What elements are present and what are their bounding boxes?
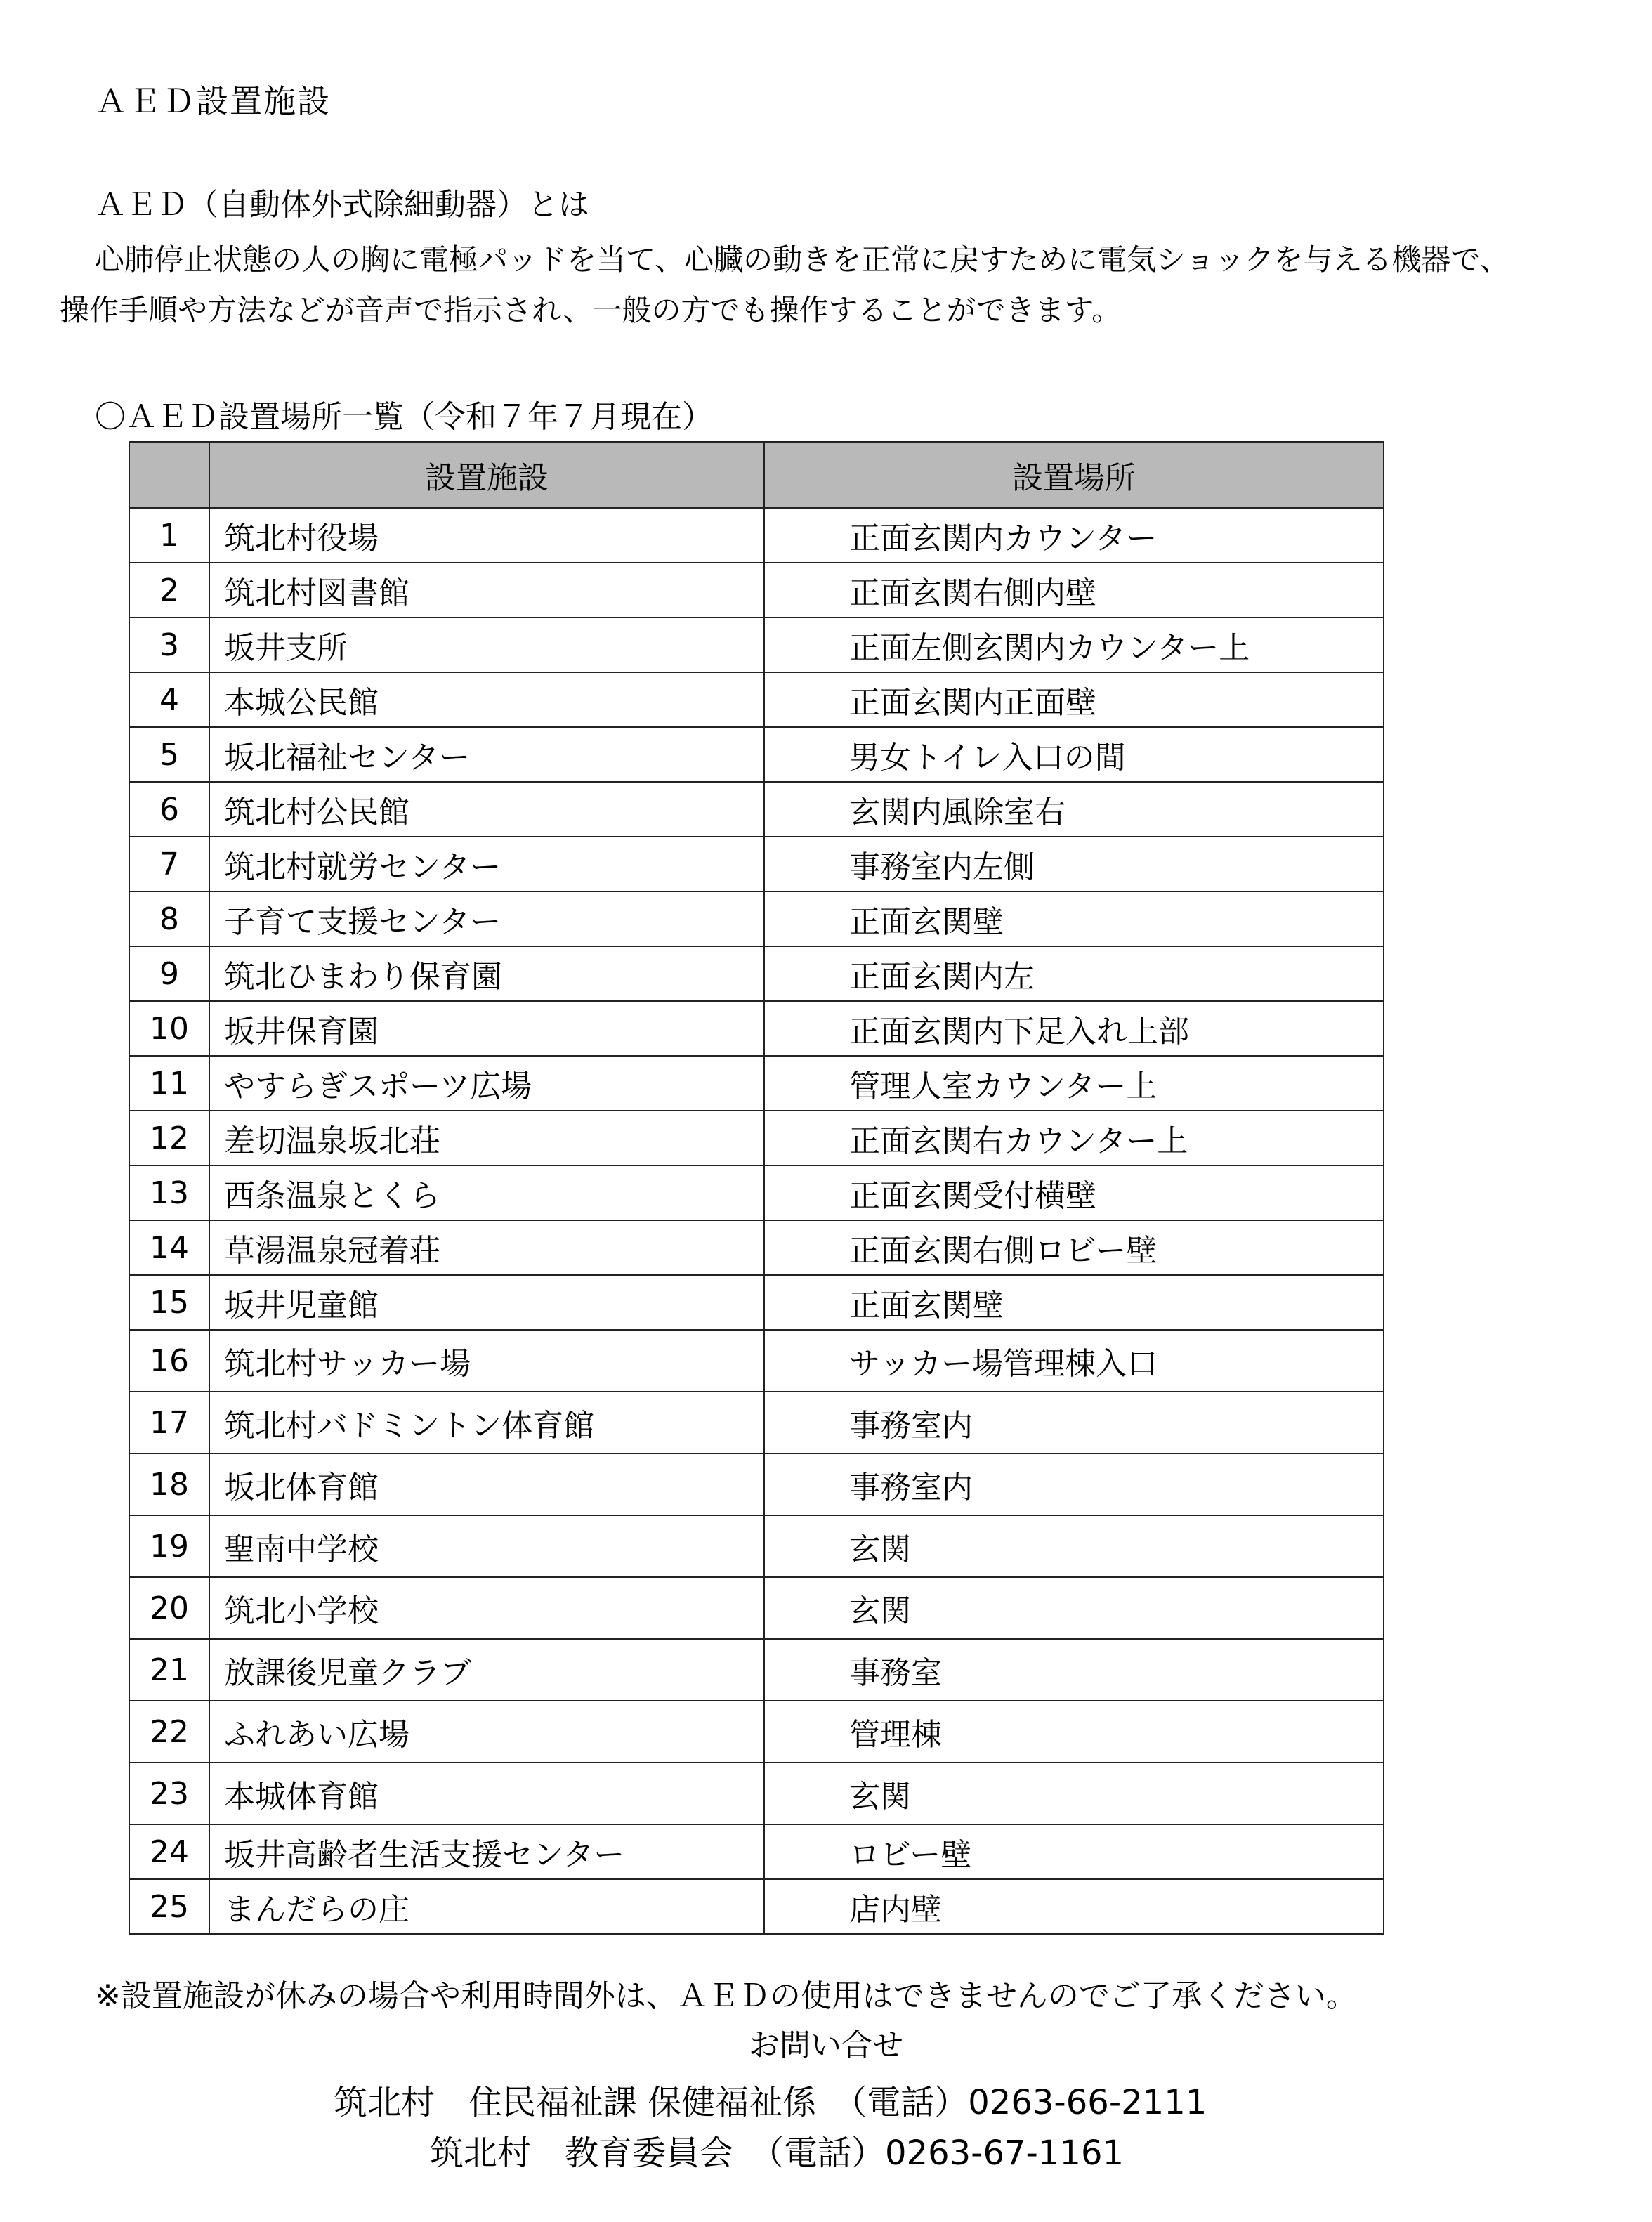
row-number: 16 bbox=[129, 1330, 209, 1392]
row-location: 玄関 bbox=[764, 1763, 1384, 1824]
table-row bbox=[129, 1763, 1384, 1824]
row-number: 7 bbox=[129, 837, 209, 891]
row-number: 5 bbox=[129, 727, 209, 782]
row-number: 1 bbox=[129, 508, 209, 563]
row-facility: 放課後児童クラブ bbox=[209, 1639, 764, 1701]
row-facility: 筑北村就労センター bbox=[209, 837, 764, 891]
row-location: 玄関 bbox=[764, 1577, 1384, 1639]
row-facility: 筑北ひまわり保育園 bbox=[209, 946, 764, 1001]
row-number: 2 bbox=[129, 563, 209, 617]
row-location: 正面玄関内左 bbox=[764, 946, 1384, 1001]
row-number: 13 bbox=[129, 1165, 209, 1220]
row-number: 4 bbox=[129, 672, 209, 727]
contact-line-1: 筑北村 住民福祉課 保健福祉係 （電話）0263-66-2111 bbox=[334, 2083, 1207, 2122]
row-location: 正面玄関内カウンター bbox=[764, 508, 1384, 563]
row-facility: 筑北村サッカー場 bbox=[209, 1330, 764, 1392]
row-location: 玄関内風除室右 bbox=[764, 782, 1384, 837]
table-row bbox=[129, 837, 1384, 891]
row-facility: 坂井保育園 bbox=[209, 1001, 764, 1056]
row-number: 12 bbox=[129, 1111, 209, 1165]
row-number: 15 bbox=[129, 1275, 209, 1330]
table-row bbox=[129, 1275, 1384, 1330]
usage-note: ※設置施設が休みの場合や利用時間外は、ＡＥＤの使用はできませんのでご了承ください。 bbox=[95, 1978, 1357, 2014]
row-location: ロビー壁 bbox=[764, 1824, 1384, 1879]
table-header-row bbox=[129, 442, 1384, 508]
table-row bbox=[129, 672, 1384, 727]
row-location: 正面玄関右カウンター上 bbox=[764, 1111, 1384, 1165]
table-row bbox=[129, 1515, 1384, 1577]
table-row bbox=[129, 1577, 1384, 1639]
table-row bbox=[129, 1330, 1384, 1392]
table-row bbox=[129, 946, 1384, 1001]
row-location: サッカー場管理棟入口 bbox=[764, 1330, 1384, 1392]
row-location: 正面玄関内下足入れ上部 bbox=[764, 1001, 1384, 1056]
row-location: 事務室内 bbox=[764, 1392, 1384, 1453]
row-facility: 草湯温泉冠着荘 bbox=[209, 1220, 764, 1275]
row-location: 事務室 bbox=[764, 1639, 1384, 1701]
row-location: 正面玄関右側ロビー壁 bbox=[764, 1220, 1384, 1275]
table-row bbox=[129, 563, 1384, 617]
row-location: 正面玄関内正面壁 bbox=[764, 672, 1384, 727]
row-location: 正面左側玄関内カウンター上 bbox=[764, 617, 1384, 672]
row-facility: 筑北村図書館 bbox=[209, 563, 764, 617]
table-row bbox=[129, 1453, 1384, 1515]
row-number: 10 bbox=[129, 1001, 209, 1056]
table-row bbox=[129, 1056, 1384, 1111]
row-number: 17 bbox=[129, 1392, 209, 1453]
list-heading: 〇ＡＥＤ設置場所一覧（令和７年７月現在） bbox=[95, 399, 713, 435]
row-number: 14 bbox=[129, 1220, 209, 1275]
table-row bbox=[129, 727, 1384, 782]
row-facility: 坂北福祉センター bbox=[209, 727, 764, 782]
table-row bbox=[129, 1220, 1384, 1275]
row-number: 25 bbox=[129, 1879, 209, 1934]
table-row bbox=[129, 1165, 1384, 1220]
row-facility: まんだらの庄 bbox=[209, 1879, 764, 1934]
header-number bbox=[129, 442, 209, 508]
table-row bbox=[129, 1001, 1384, 1056]
row-facility: 筑北村役場 bbox=[209, 508, 764, 563]
aed-location-table bbox=[129, 441, 1384, 1935]
row-number: 6 bbox=[129, 782, 209, 837]
row-number: 18 bbox=[129, 1453, 209, 1515]
row-facility: ふれあい広場 bbox=[209, 1701, 764, 1763]
row-number: 9 bbox=[129, 946, 209, 1001]
row-number: 21 bbox=[129, 1639, 209, 1701]
row-facility: 西条温泉とくら bbox=[209, 1165, 764, 1220]
header-facility: 設置施設 bbox=[209, 442, 764, 508]
row-number: 22 bbox=[129, 1701, 209, 1763]
row-location: 正面玄関壁 bbox=[764, 1275, 1384, 1330]
intro-text-line-2: 操作手順や方法などが音声で指示され、一般の方でも操作することができます。 bbox=[60, 293, 1122, 327]
row-facility: 本城体育館 bbox=[209, 1763, 764, 1824]
row-number: 19 bbox=[129, 1515, 209, 1577]
table-row bbox=[129, 1639, 1384, 1701]
row-facility: 筑北村公民館 bbox=[209, 782, 764, 837]
table-row bbox=[129, 1701, 1384, 1763]
table-row bbox=[129, 508, 1384, 563]
contact-line-2: 筑北村 教育委員会 （電話）0263-67-1161 bbox=[430, 2133, 1125, 2173]
table-body bbox=[129, 508, 1384, 1934]
row-number: 11 bbox=[129, 1056, 209, 1111]
row-location: 店内壁 bbox=[764, 1879, 1384, 1934]
row-facility: 子育て支援センター bbox=[209, 891, 764, 946]
table-row bbox=[129, 782, 1384, 837]
table-row bbox=[129, 1111, 1384, 1165]
row-facility: やすらぎスポーツ広場 bbox=[209, 1056, 764, 1111]
row-facility: 坂井児童館 bbox=[209, 1275, 764, 1330]
row-facility: 差切温泉坂北荘 bbox=[209, 1111, 764, 1165]
row-location: 玄関 bbox=[764, 1515, 1384, 1577]
contact-heading: お問い合せ bbox=[749, 2027, 903, 2063]
row-number: 23 bbox=[129, 1763, 209, 1824]
row-facility: 坂北体育館 bbox=[209, 1453, 764, 1515]
intro-heading: ＡＥＤ（自動体外式除細動器）とは bbox=[95, 187, 589, 223]
table-row bbox=[129, 891, 1384, 946]
table-row bbox=[129, 1879, 1384, 1934]
row-number: 8 bbox=[129, 891, 209, 946]
page-title: ＡＥＤ設置施設 bbox=[95, 82, 331, 120]
row-location: 男女トイレ入口の間 bbox=[764, 727, 1384, 782]
row-facility: 本城公民館 bbox=[209, 672, 764, 727]
row-location: 正面玄関右側内壁 bbox=[764, 563, 1384, 617]
row-location: 事務室内 bbox=[764, 1453, 1384, 1515]
row-location: 管理棟 bbox=[764, 1701, 1384, 1763]
row-facility: 坂井支所 bbox=[209, 617, 764, 672]
row-number: 3 bbox=[129, 617, 209, 672]
header-location: 設置場所 bbox=[764, 442, 1384, 508]
row-facility: 聖南中学校 bbox=[209, 1515, 764, 1577]
row-facility: 筑北小学校 bbox=[209, 1577, 764, 1639]
table-row bbox=[129, 1824, 1384, 1879]
intro-text-line-1: 心肺停止状態の人の胸に電極パッドを当て、心臓の動きを正常に戻すために電気ショックを与える機器で、 bbox=[95, 242, 1509, 277]
row-facility: 筑北村バドミントン体育館 bbox=[209, 1392, 764, 1453]
row-number: 20 bbox=[129, 1577, 209, 1639]
table-row bbox=[129, 617, 1384, 672]
row-facility: 坂井高齢者生活支援センター bbox=[209, 1824, 764, 1879]
row-number: 24 bbox=[129, 1824, 209, 1879]
row-location: 管理人室カウンター上 bbox=[764, 1056, 1384, 1111]
row-location: 事務室内左側 bbox=[764, 837, 1384, 891]
table-row bbox=[129, 1392, 1384, 1453]
row-location: 正面玄関壁 bbox=[764, 891, 1384, 946]
row-location: 正面玄関受付横壁 bbox=[764, 1165, 1384, 1220]
